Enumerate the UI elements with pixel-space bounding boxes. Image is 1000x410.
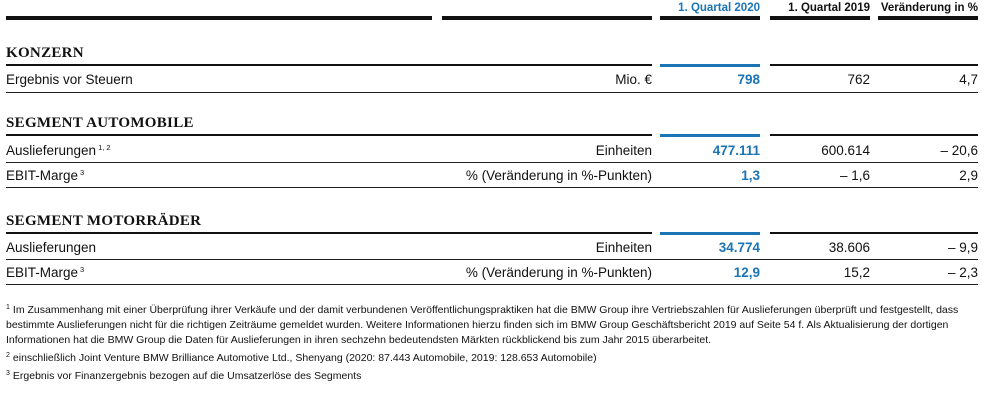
row-value-2020-auto-deliveries: 477.111 [712,143,760,158]
row-unit-auto-deliveries: Einheiten [595,143,652,158]
row-value-2020-auto-ebit: 1,3 [741,168,760,183]
row-label-auto-ebit: EBIT-Marge $^3$ [6,168,85,183]
footnote-2: $^2$ einschließlich Joint Venture BMW Brilliance Automotive Ltd., Shenyang (2020: 87.443 Automobile, 2019: 128.653 Automobile) [6,352,597,364]
row-value-change-auto-deliveries: – 20,6 [940,143,978,158]
row-value-2019-auto-deliveries: 600.614 [821,143,870,158]
section-rule-konzern-2020 [660,64,760,67]
row-value-change-ebt: 4,7 [959,72,978,87]
section-rule-konzern [6,64,652,66]
row-unit-ebt: Mio. € [615,72,652,87]
row-label-moto-deliveries: Auslieferungen [6,240,97,255]
row-value-2019-moto-ebit: 15,2 [843,265,870,280]
top-rule-label [6,16,432,20]
header-q1-2020: 1. Quartal 2020 [678,2,760,14]
footnotes [6,300,981,384]
footnote-ref: 3 [80,265,85,274]
row-value-2020-moto-deliveries: 34.774 [718,240,760,255]
top-rule-change [878,16,978,20]
top-rule-2019 [770,16,870,20]
row-value-2019-auto-ebit: – 1,6 [839,168,870,183]
row-value-change-moto-deliveries: – 9,9 [947,240,978,255]
row-divider [6,284,978,285]
header-change: Veränderung in % [880,2,978,14]
section-rule-automobile-2020 [660,134,760,137]
section-automobile: SEGMENT AUTOMOBILE [6,115,194,131]
header-q1-2019: 1. Quartal 2019 [788,2,870,14]
row-unit-moto-deliveries: Einheiten [595,240,652,255]
row-value-change-moto-ebit: – 2,3 [947,265,978,280]
row-value-2019-moto-deliveries: 38.606 [828,240,870,255]
top-rule-2020 [660,16,760,20]
row-value-change-auto-ebit: 2,9 [959,168,978,183]
top-rule-unit [442,16,652,20]
section-motorrad: SEGMENT MOTORRÄDER [6,213,202,229]
row-unit-auto-ebit: % (Veränderung in %-Punkten) [465,168,652,183]
row-divider [6,162,978,163]
section-rule-automobile-right [770,134,978,136]
row-divider [6,187,978,188]
footnote-1: $^1$ Im Zusammenhang mit einer Überprüfung ihrer Verkäufe und der damit verbundenen Veröffentlichungspraktiken hat die BMW Group ihre Vertriebszahlen für Auslieferungen überprüft und festgestellt, dass bestimmte Auslieferungen nicht für die richtigen Zeiträume gemeldet wurden. Weitere Informationen hierzu finden sich im BMW Group Geschäftsbericht 2019 auf Seite 54 f. Als Aktualisierung der dortigen Informationen hat die BMW Group die Daten für Auslieferungen in ihren sechzehn bedeutendsten Märkten rückblickend bis zum Jahr 2015 überarbeitet. [6,304,959,346]
row-label-auto-deliveries: Auslieferungen $^{1, 2}$ [6,143,111,158]
section-rule-automobile [6,134,652,136]
section-rule-motorrad [6,232,652,234]
row-label-ebt: Ergebnis vor Steuern [6,72,133,87]
row-value-2019-ebt: 762 [847,72,870,87]
row-unit-moto-ebit: % (Veränderung in %-Punkten) [465,265,652,280]
footnote-ref: 3 [80,168,85,177]
section-rule-motorrad-2020 [660,232,760,235]
section-konzern: KONZERN [6,45,84,61]
footnote-ref: 1, 2 [98,143,111,152]
row-value-2020-moto-ebit: 12,9 [733,265,760,280]
row-divider [6,92,978,93]
row-value-2020-ebt: 798 [737,72,760,87]
section-rule-motorrad-right [770,232,978,234]
row-label-moto-ebit: EBIT-Marge $^3$ [6,265,85,280]
row-divider [6,259,978,260]
section-rule-konzern-right [770,64,978,66]
footnote-3: $^3$ Ergebnis vor Finanzergebnis bezogen auf die Umsatzerlöse des Segments [6,370,362,382]
